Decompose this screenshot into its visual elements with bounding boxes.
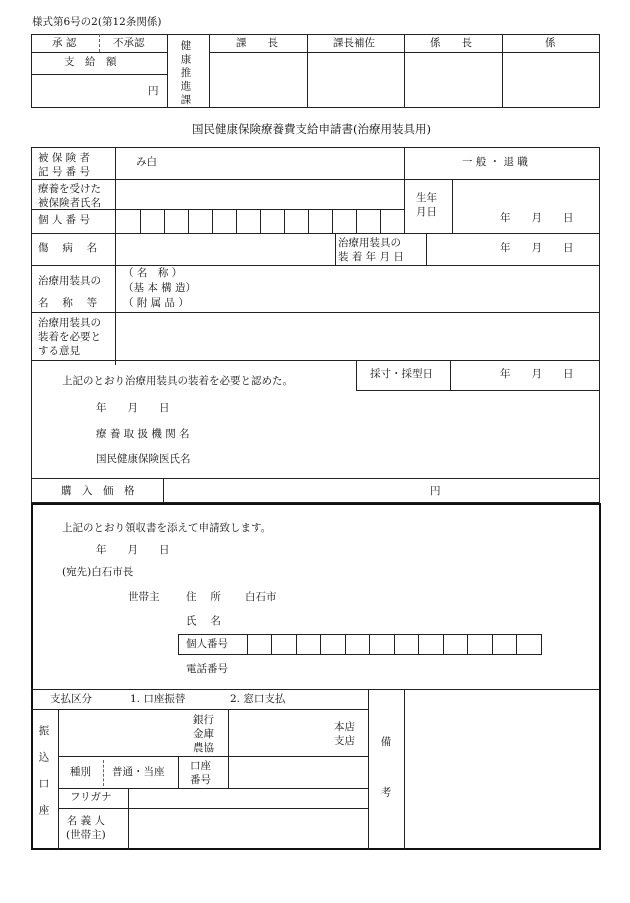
- application-date: 年 月 日: [96, 544, 170, 556]
- col-kakari: 係: [545, 37, 556, 49]
- name-label: 氏 名: [186, 615, 221, 627]
- application-text: 上記のとおり領収書を添えて申請致します。: [62, 522, 272, 534]
- approve-label: 承 認: [52, 37, 77, 49]
- certify-text: 上記のとおり治療用装具の装着を必要と認めた。: [62, 375, 293, 387]
- disapprove-label: 不承認: [113, 37, 145, 49]
- branch-types: 本店 支店: [334, 721, 355, 747]
- symbol-value: み白: [136, 156, 157, 168]
- doctor-label: 国民健康保険医氏名: [96, 453, 191, 465]
- col-hosa: 課長補佐: [333, 37, 375, 49]
- col-kakaricho: 係 長: [430, 37, 472, 49]
- fitting-date-label: 治療用装具の 装 着 年 月 日: [338, 237, 404, 263]
- cert-date: 年 月 日: [96, 402, 170, 414]
- birth-label: 生年 月日: [416, 192, 437, 218]
- bank-types: 銀行 金庫 農協: [193, 714, 214, 754]
- remarks-label: 備考: [379, 736, 392, 837]
- account-type-label: 種別: [70, 766, 91, 778]
- transfer-account-label: 振込口座: [37, 725, 50, 831]
- personal-number-label: 個 人 番 号: [38, 214, 91, 226]
- form-number: 様式第6号の2(第12条関係): [32, 16, 162, 28]
- col-kacho: 課 長: [236, 37, 278, 49]
- payment-option-counter: 2. 窓口支払: [230, 693, 286, 705]
- addressee: (宛先)白石市長: [62, 566, 134, 578]
- price-yen: 円: [430, 485, 441, 497]
- payment-option-transfer: 1. 口座振替: [130, 693, 186, 705]
- measure-label: 採寸・採型日: [370, 368, 433, 380]
- price-label: 購 入 価 格: [61, 485, 135, 497]
- measure-date: 年 月 日: [500, 368, 574, 380]
- disease-label: 傷 病 名: [38, 242, 98, 254]
- device-name-line-1: （ 名 称 ）: [123, 267, 183, 279]
- device-name-line-2: （基 本 構 造）: [123, 282, 197, 294]
- department-label: 健康推進課: [179, 40, 192, 108]
- patient-name-label: 療養を受けた 被保険者氏名: [38, 183, 101, 209]
- payment-method-label: 支払区分: [50, 693, 92, 705]
- opinion-label: 治療用装具の 装着を必要と する意見: [38, 317, 101, 357]
- institution-label: 療 養 取 扱 機 関 名: [96, 428, 190, 440]
- furigana-label: フリガナ: [70, 791, 112, 803]
- householder-label: 世帯主: [128, 591, 160, 603]
- birth-date: 年 月 日: [500, 212, 574, 224]
- device-name-label: 治療用装具の 名 称 等: [38, 275, 101, 309]
- payment-yen: 円: [148, 85, 159, 97]
- symbol-label: 被 保 険 者 記 号 番 号: [38, 152, 91, 178]
- form-title: 国民健康保険療養費支給申請書(治療用装具用): [192, 122, 431, 136]
- address-value: 白石市: [245, 591, 277, 603]
- insured-category: 一 般 ・ 退 職: [462, 156, 528, 168]
- payment-amount-label: 支 給 額: [64, 56, 117, 68]
- holder-label: 名 義 人 (世帯主): [66, 815, 106, 841]
- account-type-value: 普通・当座: [112, 766, 165, 778]
- device-name-line-3: （ 附 属 品 ）: [123, 297, 189, 309]
- phone-label: 電話番号: [186, 663, 228, 675]
- applicant-personal-number-label: 個人番号: [186, 638, 228, 650]
- address-label: 住 所: [186, 591, 221, 603]
- account-number-label: 口座 番号: [190, 760, 211, 786]
- fitting-date: 年 月 日: [500, 242, 574, 254]
